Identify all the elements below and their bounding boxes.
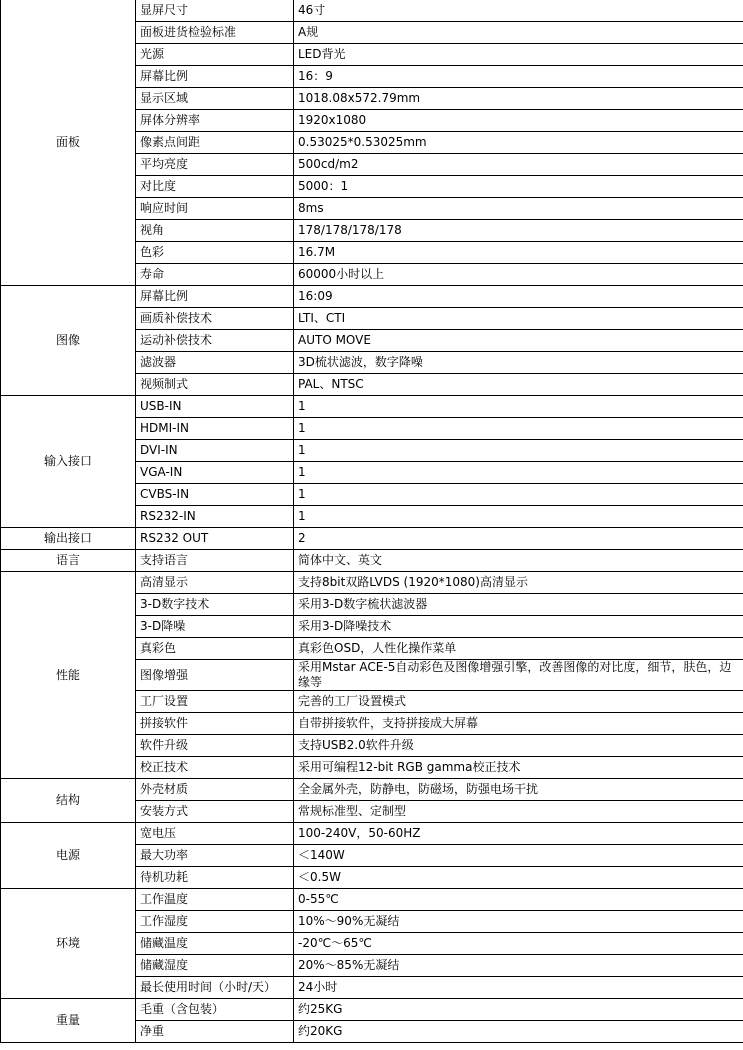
spec-value-cell: 全金属外壳，防静电，防磁场，防强电场干扰 [294, 779, 743, 801]
spec-label-cell: 视角 [136, 220, 294, 242]
spec-label-cell: 屏幕比例 [136, 66, 294, 88]
spec-value-cell: 1018.08x572.79mm [294, 88, 743, 110]
spec-value-cell: PAL、NTSC [294, 374, 743, 396]
spec-value-cell: 24小时 [294, 977, 743, 999]
spec-label-cell: 寿命 [136, 264, 294, 286]
spec-label-cell: 宽电压 [136, 823, 294, 845]
spec-label-cell: 响应时间 [136, 198, 294, 220]
spec-value-cell: 16:09 [294, 286, 743, 308]
spec-label-cell: VGA-IN [136, 462, 294, 484]
spec-label-cell: 像素点间距 [136, 132, 294, 154]
spec-value-cell: 1 [294, 462, 743, 484]
spec-value-cell: 简体中文、英文 [294, 550, 743, 572]
spec-label-cell: 工作湿度 [136, 911, 294, 933]
spec-label-cell: HDMI-IN [136, 418, 294, 440]
spec-value-cell: 60000小时以上 [294, 264, 743, 286]
spec-label-cell: 视频制式 [136, 374, 294, 396]
spec-value-cell: 1 [294, 418, 743, 440]
spec-value-cell: 常规标准型、定制型 [294, 801, 743, 823]
spec-value-cell: 178/178/178/178 [294, 220, 743, 242]
spec-label-cell: RS232-IN [136, 506, 294, 528]
spec-label-cell: 运动补偿技术 [136, 330, 294, 352]
spec-value-cell: 1 [294, 484, 743, 506]
spec-value-cell: 16：9 [294, 66, 743, 88]
spec-row [1, 823, 743, 845]
spec-label-cell: 图像增强 [136, 660, 294, 691]
category-cell: 语言 [1, 550, 136, 572]
spec-value-cell: AUTO MOVE [294, 330, 743, 352]
spec-value-cell: 10%～90%无凝结 [294, 911, 743, 933]
spec-label-cell: 支持语言 [136, 550, 294, 572]
spec-label-cell: 待机功耗 [136, 867, 294, 889]
spec-label-cell: 净重 [136, 1021, 294, 1043]
spec-label-cell: 外壳材质 [136, 779, 294, 801]
spec-label-cell: 安装方式 [136, 801, 294, 823]
spec-value-cell: 2 [294, 528, 743, 550]
spec-label-cell: 软件升级 [136, 735, 294, 757]
spec-row [1, 999, 743, 1021]
spec-label-cell: 最大功率 [136, 845, 294, 867]
spec-value-cell: 16.7M [294, 242, 743, 264]
spec-value-cell: 约20KG [294, 1021, 743, 1043]
category-cell: 环境 [1, 889, 136, 999]
spec-value-cell: 支持USB2.0软件升级 [294, 735, 743, 757]
spec-value-cell: 采用可编程12-bit RGB gamma校正技术 [294, 757, 743, 779]
spec-label-cell: 屏体分辨率 [136, 110, 294, 132]
spec-row [1, 889, 743, 911]
spec-row [1, 779, 743, 801]
spec-label-cell: 工作温度 [136, 889, 294, 911]
spec-label-cell: 毛重（含包装） [136, 999, 294, 1021]
spec-label-cell: 平均亮度 [136, 154, 294, 176]
spec-value-cell: 100-240V，50-60HZ [294, 823, 743, 845]
spec-label-cell: 画质补偿技术 [136, 308, 294, 330]
spec-value-cell: 8ms [294, 198, 743, 220]
category-cell: 结构 [1, 779, 136, 823]
spec-value-cell: 采用3-D数字梳状滤波器 [294, 594, 743, 616]
spec-value-cell: 1 [294, 440, 743, 462]
spec-label-cell: 色彩 [136, 242, 294, 264]
spec-label-cell: USB-IN [136, 396, 294, 418]
spec-label-cell: 滤波器 [136, 352, 294, 374]
spec-value-cell: LTI、CTI [294, 308, 743, 330]
spec-value-cell: 真彩色OSD，人性化操作菜单 [294, 638, 743, 660]
spec-label-cell: 显屏尺寸 [136, 0, 294, 22]
spec-label-cell: 显示区域 [136, 88, 294, 110]
spec-row [1, 286, 743, 308]
spec-label-cell: 面板进货检验标准 [136, 22, 294, 44]
spec-value-cell: 500cd/m2 [294, 154, 743, 176]
spec-label-cell: 屏幕比例 [136, 286, 294, 308]
spec-label-cell: 校正技术 [136, 757, 294, 779]
spec-value-cell: 1 [294, 506, 743, 528]
spec-row [1, 0, 743, 22]
spec-value-cell: 1 [294, 396, 743, 418]
category-cell: 输出接口 [1, 528, 136, 550]
spec-value-cell: 1920x1080 [294, 110, 743, 132]
spec-value-cell: 0.53025*0.53025mm [294, 132, 743, 154]
spec-label-cell: 真彩色 [136, 638, 294, 660]
spec-label-cell: DVI-IN [136, 440, 294, 462]
spec-label-cell: 工厂设置 [136, 691, 294, 713]
category-cell: 输入接口 [1, 396, 136, 528]
spec-label-cell: 最长使用时间（小时/天） [136, 977, 294, 999]
spec-value-cell: 0-55℃ [294, 889, 743, 911]
category-cell: 重量 [1, 999, 136, 1043]
spec-value-cell: 支持8bit双路LVDS (1920*1080)高清显示 [294, 572, 743, 594]
spec-label-cell: 3-D降噪 [136, 616, 294, 638]
category-cell: 性能 [1, 572, 136, 779]
spec-label-cell: 拼接软件 [136, 713, 294, 735]
spec-table-body [1, 0, 743, 1043]
spec-label-cell: 光源 [136, 44, 294, 66]
spec-value-cell: -20℃～65℃ [294, 933, 743, 955]
spec-label-cell: 高清显示 [136, 572, 294, 594]
spec-value-cell: 采用3-D降噪技术 [294, 616, 743, 638]
spec-value-cell: 约25KG [294, 999, 743, 1021]
spec-value-cell: 46寸 [294, 0, 743, 22]
spec-label-cell: 储藏温度 [136, 933, 294, 955]
spec-value-cell: 5000：1 [294, 176, 743, 198]
category-cell: 图像 [1, 286, 136, 396]
spec-value-cell: 采用Mstar ACE-5自动彩色及图像增强引擎，改善图像的对比度，细节，肤色，边缘等 [294, 660, 743, 691]
spec-label-cell: 对比度 [136, 176, 294, 198]
category-cell: 面板 [1, 0, 136, 286]
spec-value-cell: 3D梳状滤波，数字降噪 [294, 352, 743, 374]
spec-row [1, 396, 743, 418]
category-cell: 电源 [1, 823, 136, 889]
spec-value-cell: 自带拼接软件，支持拼接成大屏幕 [294, 713, 743, 735]
spec-label-cell: 3-D数字技术 [136, 594, 294, 616]
spec-value-cell: ＜0.5W [294, 867, 743, 889]
spec-label-cell: CVBS-IN [136, 484, 294, 506]
spec-row [1, 528, 743, 550]
spec-row [1, 572, 743, 594]
spec-value-cell: 20%～85%无凝结 [294, 955, 743, 977]
spec-label-cell: 储藏湿度 [136, 955, 294, 977]
spec-value-cell: 完善的工厂设置模式 [294, 691, 743, 713]
spec-value-cell: ＜140W [294, 845, 743, 867]
spec-label-cell: RS232 OUT [136, 528, 294, 550]
spec-value-cell: LED背光 [294, 44, 743, 66]
spec-row [1, 550, 743, 572]
spec-value-cell: A规 [294, 22, 743, 44]
